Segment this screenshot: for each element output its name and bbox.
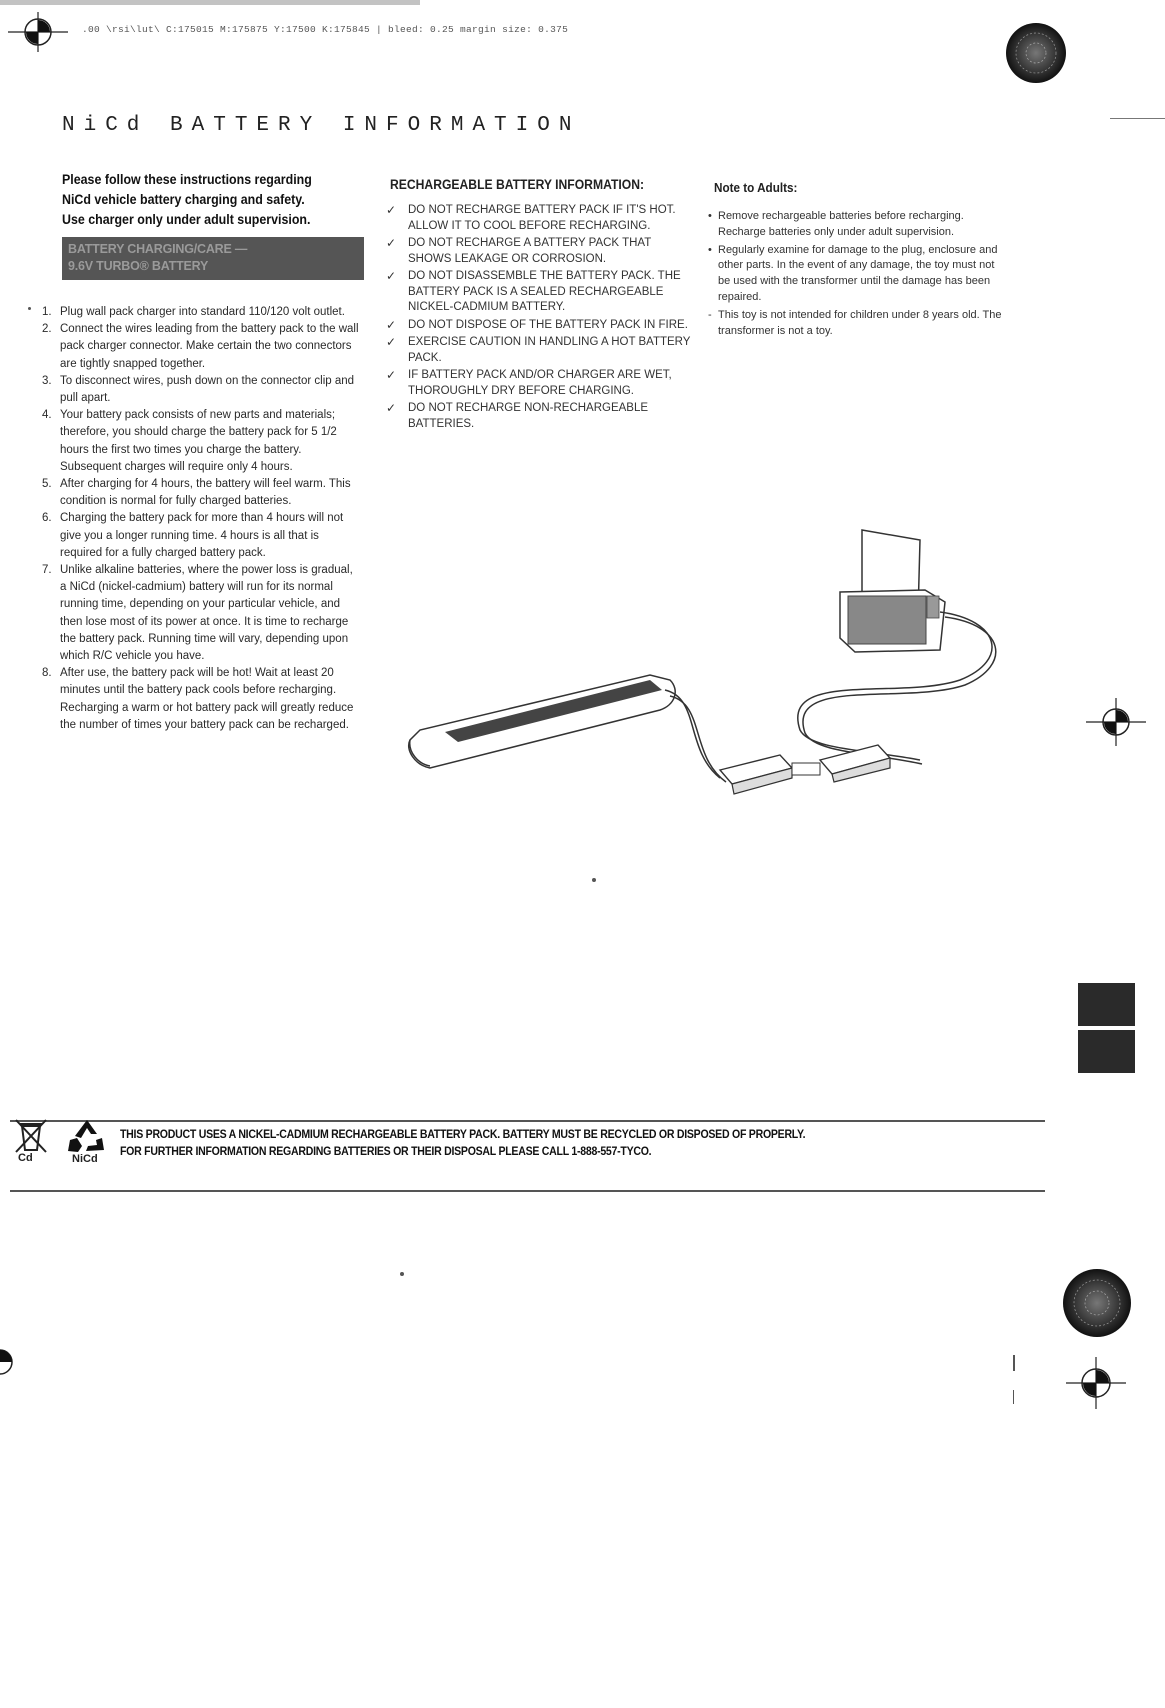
step-text: Connect the wires leading from the battery pack to the wall pack charger connector. Make certain the two connectors are tightly snapped together. [60,323,359,370]
list-item [30,321,360,373]
step-number: 4. [42,409,52,422]
registration-mark-icon [1066,1658,1126,1708]
step-number: 5. [42,478,52,491]
intro-line: Please follow these instructions regarding [62,172,312,187]
step-text: Charging the battery pack for more than 4 hours will not give you a longer running time. 4 hours is all that is required for a fully charged battery pack. [60,512,344,559]
charging-steps-list [30,304,360,734]
cd-label: Cd [18,1152,33,1164]
intro-line: NiCd vehicle battery charging and safety. [62,192,305,207]
nicd-label: NiCd [72,1153,98,1165]
step-number: 7. [42,564,52,577]
battery-pack-icon [409,675,676,768]
registration-mark-icon [8,12,68,52]
color-bar-block [1078,983,1135,1026]
crop-mark [1013,1390,1014,1404]
warning-text: DO NOT RECHARGE BATTERY PACK IF IT'S HOT. ALLOW IT TO COOL BEFORE RECHARGING. [408,204,676,232]
rechargeable-warnings-list [380,203,692,434]
crossed-bin-icon [12,1118,52,1156]
list-item [380,318,692,334]
banner-line: BATTERY CHARGING/CARE — [68,242,248,256]
warning-text: DO NOT DISASSEMBLE THE BATTERY PACK. THE BATTERY PACK IS A SEALED RECHARGEABLE NICKEL-CADMIUM BATTERY. [408,270,681,313]
note-text: Remove rechargeable batteries before recharging. Recharge batteries only under adult supervision. [718,210,964,238]
bullet-mark: - [708,308,712,321]
step-number: 8. [42,667,52,680]
list-item [380,401,692,432]
printer-slug-line: .00 \rsi\lut\ C:175015 M:175875 Y:17500 K:175845 | bleed: 0.25 margin size: 0.375 [82,24,569,35]
crop-mark [1013,1355,1015,1371]
banner-line: 9.6V TURBO® BATTERY [68,259,209,273]
print-speck [400,1272,404,1276]
list-item [30,304,360,321]
print-speck [28,307,31,310]
bullet-mark: • [708,243,712,256]
page-title: NiCd BATTERY INFORMATION [62,114,581,137]
top-print-rule [0,0,420,5]
list-item [380,368,692,399]
intro-line: Use charger only under adult supervision. [62,212,311,227]
list-item [380,236,692,267]
warning-text: DO NOT RECHARGE NON-RECHARGEABLE BATTERIES. [408,402,649,430]
check-mark-icon: ✓ [386,236,397,250]
recycle-icon [64,1118,110,1154]
color-bar-block [1078,1030,1135,1073]
check-mark-icon: ✓ [386,401,397,415]
warning-text: DO NOT RECHARGE A BATTERY PACK THAT SHOWS LEAKAGE OR CORROSION. [408,237,652,265]
list-item [380,203,692,234]
connector-icon [720,745,890,794]
step-text: Unlike alkaline batteries, where the power loss is gradual, a NiCd (nickel-cadmium) battery will run for its normal running time, depending on your particular vehicle, and then lose most of its power at once. It is time to recharge the battery pack. Running time will vary, depending upon which R/C vehicle you have. [60,564,353,663]
registration-mark-icon [1066,1357,1126,1409]
bullet-mark: • [708,210,712,222]
note-text: Regularly examine for damage to the plug, enclosure and other parts. In the event of any damage, the toy must not be used with the transformer until the damage has been repaired. [718,243,998,303]
footer-top-rule [10,1120,1045,1122]
warning-text: DO NOT DISPOSE OF THE BATTERY PACK IN FIRE. [408,318,688,331]
step-text: After charging for 4 hours, the battery will feel warm. This condition is normal for fully charged batteries. [60,478,351,508]
print-speck [592,878,596,882]
color-target-icon [1005,22,1067,84]
note-to-adults-heading: Note to Adults: [714,180,798,195]
step-text: After use, the battery pack will be hot! Wait at least 20 minutes until the battery pack cools before recharging. Recharging a warm or hot battery pack will greatly reduce the number of times your battery pack can be recharged. [60,667,354,731]
note-text: This toy is not intended for children under 8 years old. The transformer is not a toy. [718,308,1002,337]
step-number: 2. [42,323,52,336]
check-mark-icon: ✓ [386,203,397,217]
list-item [30,510,360,562]
warning-text: EXERCISE CAUTION IN HANDLING A HOT BATTERY PACK. [408,336,691,364]
check-mark-icon: ✓ [386,368,397,382]
recycling-line: FOR FURTHER INFORMATION REGARDING BATTERIES OR THEIR DISPOSAL PLEASE CALL 1-888-557-TYCO. [120,1144,652,1158]
recycling-notice [120,1126,805,1160]
list-item [380,335,692,366]
list-item [30,407,360,476]
list-item [708,243,1006,306]
check-mark-icon: ✓ [386,269,397,283]
check-mark-icon: ✓ [386,335,397,349]
step-text: Your battery pack consists of new parts and materials; therefore, you should charge the battery pack for 5 1/2 hours the first two times you charge the battery. Subsequent charges will require only 4 hours. [60,409,337,473]
note-to-adults-list [708,209,1006,341]
list-item [30,476,360,510]
crop-mark [1110,118,1165,119]
registration-mark-icon [1086,698,1146,746]
list-item [380,269,692,316]
warning-text: IF BATTERY PACK AND/OR CHARGER ARE WET, THOROUGHLY DRY BEFORE CHARGING. [408,369,672,397]
step-number: 1. [42,306,52,318]
rechargeable-heading: RECHARGEABLE BATTERY INFORMATION: [390,177,645,192]
step-text: To disconnect wires, push down on the connector clip and pull apart. [60,374,355,405]
step-number: 3. [42,374,52,387]
intro-text [62,170,343,230]
list-item [708,308,1006,340]
footer-bottom-rule [10,1190,1045,1192]
list-item [30,373,360,407]
battery-charger-illustration [400,520,1020,820]
check-mark-icon: ✓ [386,317,397,332]
spacer [1066,1658,1067,1659]
step-number: 6. [42,512,52,525]
charging-care-banner [62,237,364,280]
list-item [30,562,360,665]
list-item [708,209,1006,241]
registration-mark-edge-icon [0,1340,14,1384]
recycling-line: THIS PRODUCT USES A NICKEL-CADMIUM RECHARGEABLE BATTERY PACK. BATTERY MUST BE RECYCLED OR DISPOSED OF PROPERLY. [120,1127,806,1141]
step-text: Plug wall pack charger into standard 110/120 volt outlet. [60,306,345,318]
list-item [30,665,360,734]
wall-charger-icon [840,530,945,652]
color-target-icon [1062,1268,1132,1338]
